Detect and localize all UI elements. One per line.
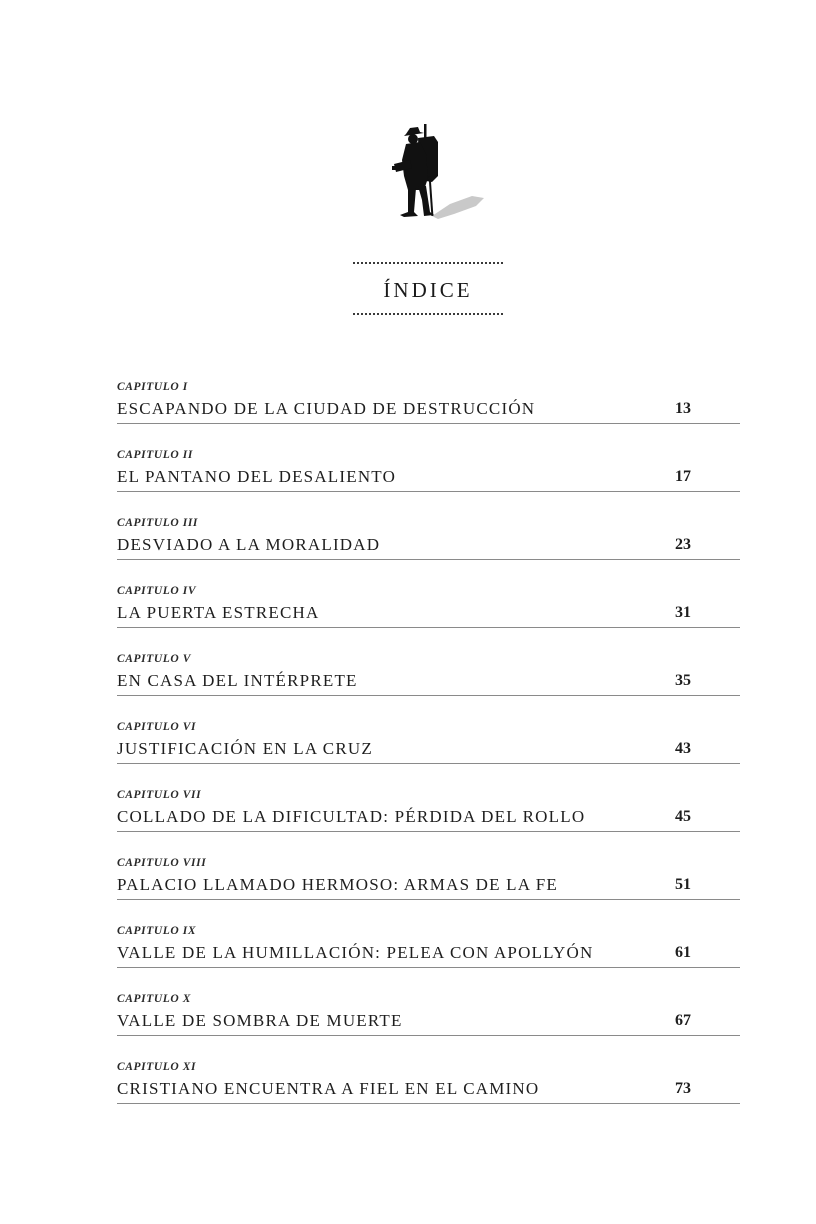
chapter-title: LA PUERTA ESTRECHA — [117, 603, 320, 622]
chapter-title: PALACIO LLAMADO HERMOSO: ARMAS DE LA FE — [117, 875, 558, 894]
toc-entry[interactable] — [117, 1058, 740, 1126]
page-number: 35 — [675, 672, 691, 689]
toc-entry[interactable] — [117, 718, 740, 786]
chapter-label: CAPITULO IV — [117, 585, 197, 597]
chapter-label: CAPITULO II — [117, 449, 193, 461]
toc-row — [117, 601, 740, 628]
page-number: 17 — [675, 468, 691, 485]
chapter-label: CAPITULO VIII — [117, 857, 207, 869]
toc-entry[interactable] — [117, 446, 740, 514]
toc-entry[interactable] — [117, 378, 740, 446]
chapter-label: CAPITULO V — [117, 653, 192, 665]
toc-row — [117, 533, 740, 560]
toc-entry[interactable] — [117, 990, 740, 1058]
toc-row — [117, 941, 740, 968]
toc-row — [117, 1077, 740, 1104]
chapter-title: COLLADO DE LA DIFICULTAD: PÉRDIDA DEL ROLLO — [117, 807, 586, 826]
chapter-label: CAPITULO X — [117, 993, 192, 1005]
pilgrim-silhouette-icon — [380, 120, 490, 225]
toc-entry[interactable] — [117, 922, 740, 990]
chapter-title: EL PANTANO DEL DESALIENTO — [117, 467, 397, 486]
toc-entry[interactable] — [117, 786, 740, 854]
chapter-label: CAPITULO VII — [117, 789, 202, 801]
chapter-label: CAPITULO I — [117, 381, 188, 393]
toc-entry[interactable] — [117, 514, 740, 582]
chapter-title: VALLE DE SOMBRA DE MUERTE — [117, 1011, 403, 1030]
page-number: 23 — [675, 536, 691, 553]
chapter-title: ESCAPANDO DE LA CIUDAD DE DESTRUCCIÓN — [117, 399, 536, 418]
toc-entry[interactable] — [117, 582, 740, 650]
table-of-contents — [117, 378, 740, 1126]
chapter-label: CAPITULO III — [117, 517, 199, 529]
toc-row — [117, 397, 740, 424]
chapter-label: CAPITULO XI — [117, 1061, 197, 1073]
toc-row — [117, 1009, 740, 1036]
page-number: 31 — [675, 604, 691, 621]
page-number: 61 — [675, 944, 691, 961]
page-number: 45 — [675, 808, 691, 825]
toc-row — [117, 873, 740, 900]
toc-row — [117, 737, 740, 764]
chapter-title: EN CASA DEL INTÉRPRETE — [117, 671, 358, 690]
chapter-title: DESVIADO A LA MORALIDAD — [117, 535, 381, 554]
chapter-title: CRISTIANO ENCUENTRA A FIEL EN EL CAMINO — [117, 1079, 540, 1098]
chapter-title: VALLE DE LA HUMILLACIÓN: PELEA CON APOLLYÓN — [117, 943, 594, 962]
chapter-label: CAPITULO IX — [117, 925, 197, 937]
page-title: ÍNDICE — [383, 278, 473, 302]
toc-row — [117, 669, 740, 696]
toc-row — [117, 805, 740, 832]
chapter-label: CAPITULO VI — [117, 721, 197, 733]
page-number: 43 — [675, 740, 691, 757]
toc-entry[interactable] — [117, 854, 740, 922]
chapter-title: JUSTIFICACIÓN EN LA CRUZ — [117, 739, 373, 758]
toc-row — [117, 465, 740, 492]
page-number: 13 — [675, 400, 691, 417]
index-header — [348, 262, 508, 315]
page-number: 67 — [675, 1012, 691, 1029]
bottom-dotted-divider — [353, 313, 503, 315]
page-number: 73 — [675, 1080, 691, 1097]
toc-entry[interactable] — [117, 650, 740, 718]
page-number: 51 — [675, 876, 691, 893]
